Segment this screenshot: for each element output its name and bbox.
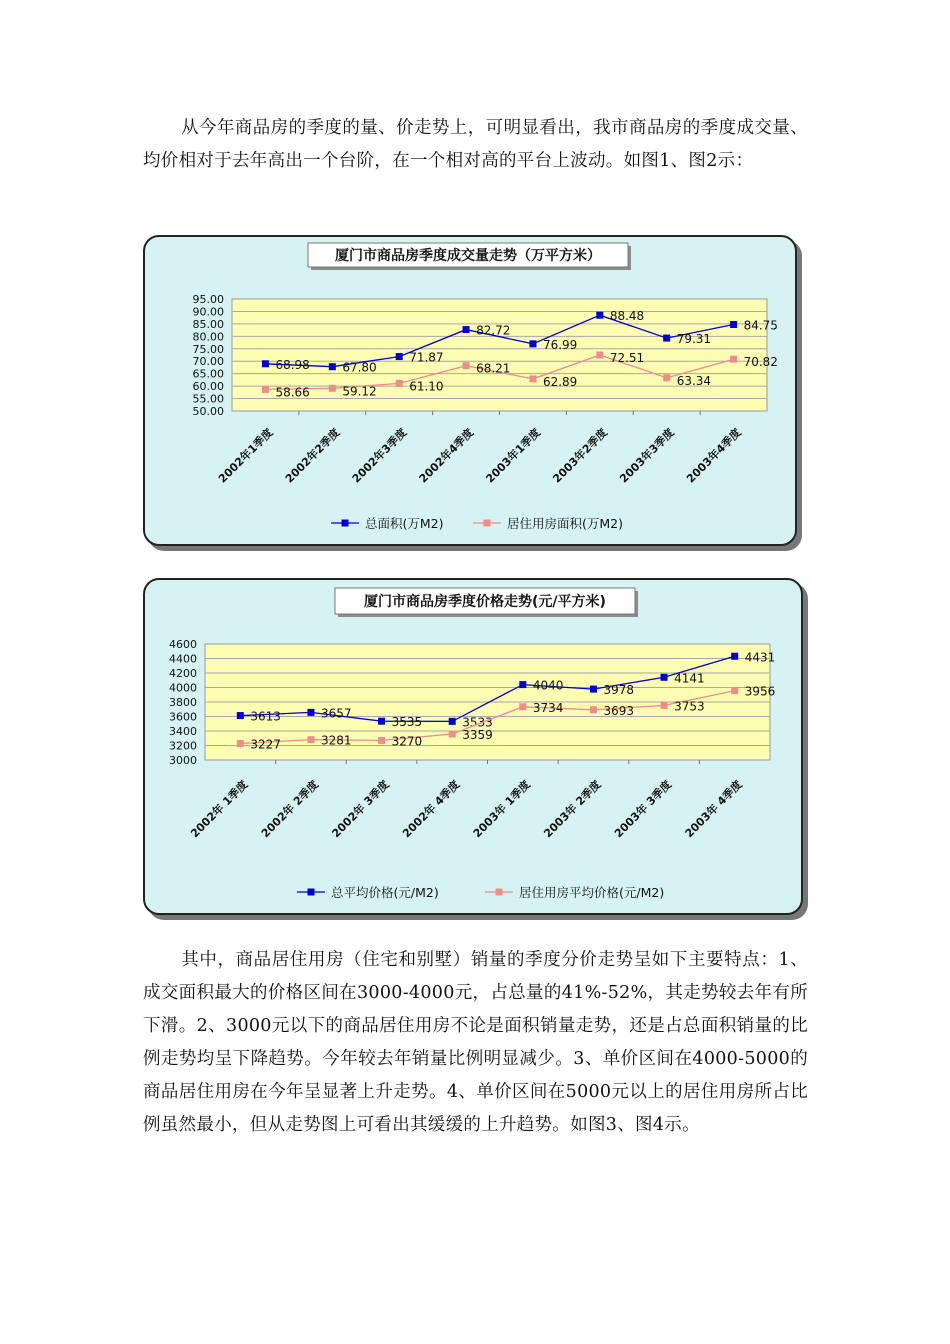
x-category-label: 2002年2季度 (282, 425, 343, 486)
data-label: 67.80 (342, 360, 377, 375)
data-point (596, 351, 603, 358)
data-point (329, 363, 336, 370)
legend-label: 总平均价格(元/M2) (331, 885, 439, 900)
data-point (663, 374, 670, 381)
data-label: 4141 (674, 671, 705, 686)
data-label: 62.89 (542, 374, 578, 389)
data-point (329, 385, 336, 392)
data-label: 3270 (391, 734, 423, 749)
y-tick-label: 3400 (169, 725, 197, 738)
x-category-label: 2003年 1季度 (470, 777, 533, 841)
data-label: 76.99 (542, 337, 578, 352)
legend-marker (496, 889, 503, 896)
x-category-label: 2002年 1季度 (188, 777, 251, 841)
intro-text: 从今年商品房的季度的量、价走势上，可明显看出，我市商品房的季度成交量、均价相对于去年高出一个台阶，在一个相对高的平台上波动。如图1、图2示： (143, 118, 808, 171)
data-point (661, 702, 668, 709)
data-point (661, 674, 668, 681)
x-category-label: 2002年 4季度 (400, 777, 463, 841)
data-point (378, 718, 385, 725)
x-category-label: 2003年 2季度 (541, 777, 604, 841)
legend-label: 居住用房面积(万M2) (507, 516, 623, 531)
data-label: 3978 (603, 683, 634, 698)
x-category-label: 2002年1季度 (215, 425, 276, 486)
y-tick-label: 50.00 (192, 405, 224, 418)
intro-paragraph (143, 112, 808, 178)
y-tick-label: 70.00 (192, 355, 224, 369)
y-tick-label: 4200 (169, 667, 197, 680)
x-category-label: 2002年 3季度 (329, 777, 392, 841)
chart-title: 厦门市商品房季度价格走势(元/平方米) (364, 594, 606, 610)
data-point (529, 340, 536, 347)
data-label: 71.87 (409, 350, 444, 365)
y-tick-label: 4600 (169, 638, 197, 651)
chart-title: 厦门市商品房季度成交量走势（万平方米） (335, 248, 601, 264)
data-label: 72.51 (609, 350, 645, 365)
y-tick-label: 75.00 (192, 342, 224, 356)
data-label: 84.75 (743, 318, 778, 333)
data-point (463, 362, 470, 369)
data-point (449, 718, 456, 725)
data-label: 3535 (391, 715, 423, 730)
x-category-label: 2002年4季度 (416, 425, 477, 486)
data-point (396, 353, 403, 360)
data-point (730, 356, 737, 363)
x-category-label: 2002年 2季度 (258, 777, 322, 841)
data-label: 3613 (250, 709, 281, 724)
y-tick-label: 3000 (169, 754, 197, 767)
x-category-label: 2002年3季度 (349, 425, 410, 486)
y-tick-label: 65.00 (192, 367, 224, 381)
x-category-label: 2003年 3季度 (611, 777, 675, 841)
x-category-label: 2003年3季度 (617, 425, 677, 486)
y-tick-label: 95.00 (192, 293, 224, 306)
data-label: 68.21 (476, 361, 511, 376)
data-label: 59.12 (342, 384, 377, 399)
data-label: 61.10 (409, 379, 444, 394)
data-label: 3227 (250, 737, 281, 752)
data-point (519, 681, 526, 688)
x-category-label: 2003年4季度 (684, 425, 744, 486)
data-label: 3693 (603, 703, 634, 718)
legend-label: 总面积(万M2) (365, 516, 444, 531)
volume-chart-svg (145, 237, 795, 544)
legend-label: 居住用房平均价格(元/M2) (519, 885, 665, 900)
data-point (731, 687, 738, 694)
data-point (590, 686, 597, 693)
data-label: 4040 (532, 678, 564, 693)
data-label: 79.31 (676, 332, 712, 347)
data-point (262, 386, 269, 393)
y-tick-label: 3200 (169, 739, 197, 753)
data-label: 3753 (674, 699, 705, 714)
data-label: 3734 (532, 700, 564, 715)
y-tick-label: 4400 (169, 652, 197, 666)
y-tick-label: 4000 (169, 681, 197, 695)
x-category-label: 2003年 4季度 (682, 777, 745, 841)
x-category-label: 2003年2季度 (550, 425, 610, 486)
data-label: 3281 (320, 733, 352, 748)
data-point (463, 326, 470, 333)
y-tick-label: 60.00 (192, 380, 224, 394)
data-label: 58.66 (275, 385, 310, 400)
data-point (449, 730, 456, 737)
data-label: 70.82 (743, 355, 778, 370)
data-point (396, 380, 403, 387)
x-category-label: 2003年1季度 (483, 425, 544, 486)
data-label: 63.34 (676, 373, 712, 388)
y-tick-label: 55.00 (192, 392, 224, 406)
data-point (590, 706, 597, 713)
price-chart-svg (145, 580, 801, 913)
data-label: 88.48 (609, 309, 645, 324)
legend-marker (484, 520, 491, 527)
data-point (731, 653, 738, 660)
data-point (307, 709, 314, 716)
data-label: 3657 (320, 706, 352, 721)
data-label: 82.72 (476, 323, 511, 338)
y-tick-label: 3600 (169, 710, 197, 724)
data-label: 3533 (462, 715, 493, 730)
data-point (519, 703, 526, 710)
data-point (237, 740, 244, 747)
data-point (237, 712, 244, 719)
features-text: 其中，商品居住用房（住宅和别墅）销量的季度分价走势呈如下主要特点：1、成交面积最大的价格区间在3000-4000元，占总量的41%-52%，其走势较去年有所下滑。2、3000元以下的商品居住用房不论是面积销量走势，还是占总面积销量的比例走势均呈下降趋势。今年较去年销量比例明显减少。3、单价区间在4000-5000的商品居住用房在今年呈显著上升走势。4、单价区间在5000元以上的居住用房所占比例虽然最小，但从走势图上可看出其缓缓的上升趋势。如图3、图4示。 (143, 950, 808, 1135)
volume-chart (143, 235, 797, 546)
legend-marker (342, 520, 349, 527)
data-point (307, 736, 314, 743)
features-paragraph (143, 944, 808, 1142)
y-tick-label: 3800 (169, 696, 197, 709)
y-tick-label: 90.00 (192, 305, 224, 319)
data-label: 4431 (744, 650, 776, 665)
data-point (596, 312, 603, 319)
data-label: 3956 (744, 684, 776, 699)
plot-area (232, 299, 767, 411)
data-point (730, 321, 737, 328)
y-tick-label: 80.00 (192, 330, 224, 344)
data-point (529, 375, 536, 382)
data-label: 68.98 (275, 357, 310, 372)
data-label: 3359 (462, 727, 493, 742)
price-chart (143, 578, 803, 915)
y-tick-label: 85.00 (192, 317, 224, 331)
data-point (378, 737, 385, 744)
data-point (663, 335, 670, 342)
legend-marker (308, 889, 315, 896)
data-point (262, 360, 269, 367)
